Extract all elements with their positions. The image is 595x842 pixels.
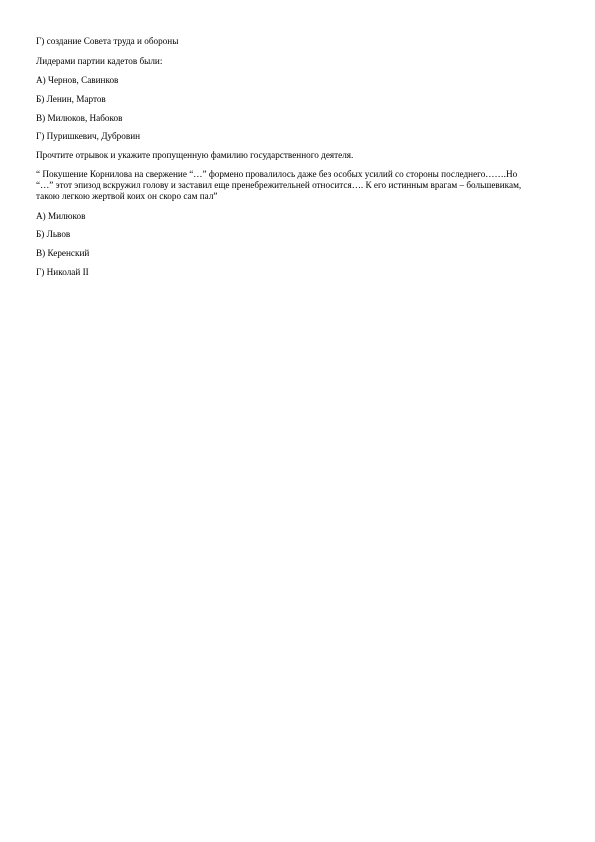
question-kadets-leaders: Лидерами партии кадетов были: <box>36 56 163 66</box>
quote-line-1: “ Покушение Корнилова на свержение “…” формено провалилось даже без особых усилий со стороны последнего…….Но <box>36 169 518 179</box>
q2-option-a: А) Милюков <box>36 211 86 221</box>
q1-option-a: А) Чернов, Савинков <box>36 75 119 85</box>
q2-option-d: Г) Николай II <box>36 267 89 277</box>
q1-option-d: Г) Пуришкевич, Дубровин <box>36 131 141 141</box>
quote-line-2: “…” этот эпизод вскружил голову и заставил еще пренебрежительней относится…. К его истинным врагам – большевикам, <box>36 180 522 190</box>
question-missing-name: Прочтите отрывок и укажите пропущенную фамилию государственного деятеля. <box>36 150 354 160</box>
q2-option-c: В) Керенский <box>36 248 90 258</box>
previous-question-answer-d: Г) создание Совета труда и обороны <box>36 36 179 46</box>
q2-option-b: Б) Львов <box>36 229 71 239</box>
q1-option-c: В) Милюков, Набоков <box>36 113 123 123</box>
q1-option-b: Б) Ленин, Мартов <box>36 94 106 104</box>
quote-line-3: такою легкою жертвой коих он скоро сам пал” <box>36 191 218 201</box>
